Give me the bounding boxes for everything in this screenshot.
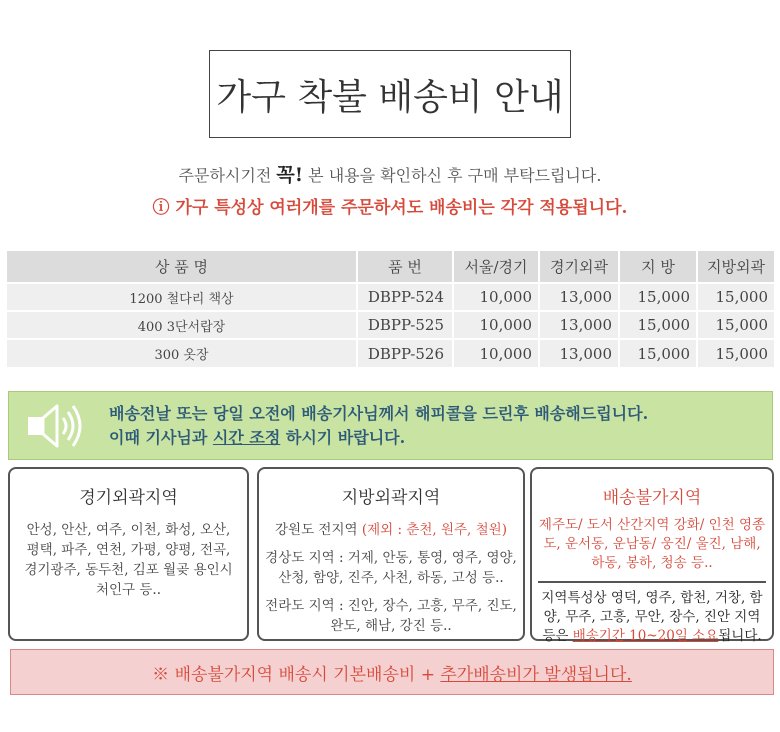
delayed-region-note [538, 581, 766, 646]
product-name: 1200 철다리 책상 [7, 283, 357, 311]
header-jibang-outer: 지방외곽 [697, 251, 774, 283]
product-name: 300 옷장 [7, 339, 357, 367]
happy-call-notice [8, 391, 773, 460]
gyeonggi-outer-region-list: 안성, 안산, 여주, 이천, 화성, 오산, 평택, 파주, 연천, 가평, 양평, 전곡, 경기광주, 동두천, 김포 월곶 용인시 처인구 등.. [24, 522, 233, 598]
price-gyeonggi-outer: 13,000 [539, 311, 619, 339]
speaker-icon [23, 396, 103, 456]
table-row [7, 283, 774, 311]
gyeonggi-outer-region-box [8, 467, 249, 641]
jibang-outer-region-title: 지방외곽지역 [341, 488, 441, 508]
intro-line1-pre: 주문하시기전 [178, 166, 277, 185]
page-title: 가구 착불 배송비 안내 [209, 50, 571, 138]
table-row [7, 339, 774, 367]
gyeongsang-region: 경상도 지역 : 거제, 안동, 통영, 영주, 영양, 산청, 함양, 진주, 사천, 하동, 고성 등.. [265, 550, 517, 586]
price-jibang-outer: 15,000 [697, 311, 774, 339]
delayed-region-list: 지역특성상 영덕, 영주, 합천, 거창, 함양, 무주, 고흥, 무안, 장수, 진안 지역 등은 [541, 590, 763, 644]
price-seoul: 10,000 [453, 311, 539, 339]
intro-line1-post: 본 내용을 확인하신 후 구매 부탁드립니다. [303, 166, 602, 185]
header-seoul: 서울/경기 [453, 251, 539, 283]
notice-line2-pre: 이때 기사님과 [109, 427, 213, 447]
table-header-row [7, 251, 774, 283]
price-gyeonggi-outer: 13,000 [539, 283, 619, 311]
notice-time-adjust: 시간 조정 [212, 427, 281, 447]
intro-warning: ⓘ 가구 특성상 여러개를 주문하셔도 배송비는 각각 적용됩니다. [152, 198, 628, 218]
header-jibang: 지 방 [619, 251, 697, 283]
intro-line1 [0, 160, 780, 187]
table-row [7, 311, 774, 339]
intro [0, 160, 780, 218]
notice-line1: 배송전날 또는 당일 오전에 배송기사님께서 해피콜을 드린후 배송해드립니다. [109, 403, 649, 423]
jibang-outer-region-box [257, 467, 525, 641]
gyeonggi-outer-region-title: 경기외곽지역 [79, 488, 178, 508]
unavailable-region-title: 배송불가지역 [602, 488, 702, 508]
shipping-fee-table [7, 251, 774, 367]
header-gyeonggi-outer: 경기외곽 [539, 251, 619, 283]
header-product-name: 상 품 명 [7, 251, 357, 283]
price-seoul: 10,000 [453, 339, 539, 367]
gangwon-exception: (제외 : 춘천, 원주, 철원) [361, 522, 507, 538]
notice-line2-post: 하시기 바랍니다. [280, 427, 406, 447]
product-code: DBPP-526 [357, 339, 453, 367]
price-jibang-outer: 15,000 [697, 339, 774, 367]
unavailable-region-box [530, 467, 774, 644]
product-name: 400 3단서랍장 [7, 311, 357, 339]
price-seoul: 10,000 [453, 283, 539, 311]
gangwon-region [259, 520, 523, 540]
notice-line2 [109, 426, 648, 450]
extra-fee-pre: ※ 배송불가지역 배송시 기본배송비 + [152, 664, 435, 685]
intro-emphasis: 꼭! [276, 164, 304, 186]
header-product-code: 품 번 [357, 251, 453, 283]
product-code: DBPP-524 [357, 283, 453, 311]
jeolla-region: 전라도 지역 : 진안, 장수, 고흥, 무주, 진도, 완도, 해남, 강진 등.. [265, 598, 517, 634]
extra-fee-underlined: 추가배송비가 발생됩니다. [440, 664, 632, 685]
delayed-region-post: 됩니다. [718, 628, 762, 644]
delivery-period: 배송기간 10~20일 소요 [572, 628, 719, 644]
price-gyeonggi-outer: 13,000 [539, 339, 619, 367]
product-code: DBPP-525 [357, 311, 453, 339]
extra-fee-notice [10, 649, 774, 695]
price-jibang: 15,000 [619, 311, 697, 339]
gangwon-label: 강원도 전지역 [274, 522, 362, 538]
price-jibang: 15,000 [619, 339, 697, 367]
price-jibang-outer: 15,000 [697, 283, 774, 311]
unavailable-region-list: 제주도/ 도서 산간지역 강화/ 인천 영종도, 운서동, 운남동/ 웅진/ 울진, 남해, 하동, 봉하, 청송 등.. [538, 517, 766, 571]
price-jibang: 15,000 [619, 283, 697, 311]
notice-text [109, 402, 648, 450]
